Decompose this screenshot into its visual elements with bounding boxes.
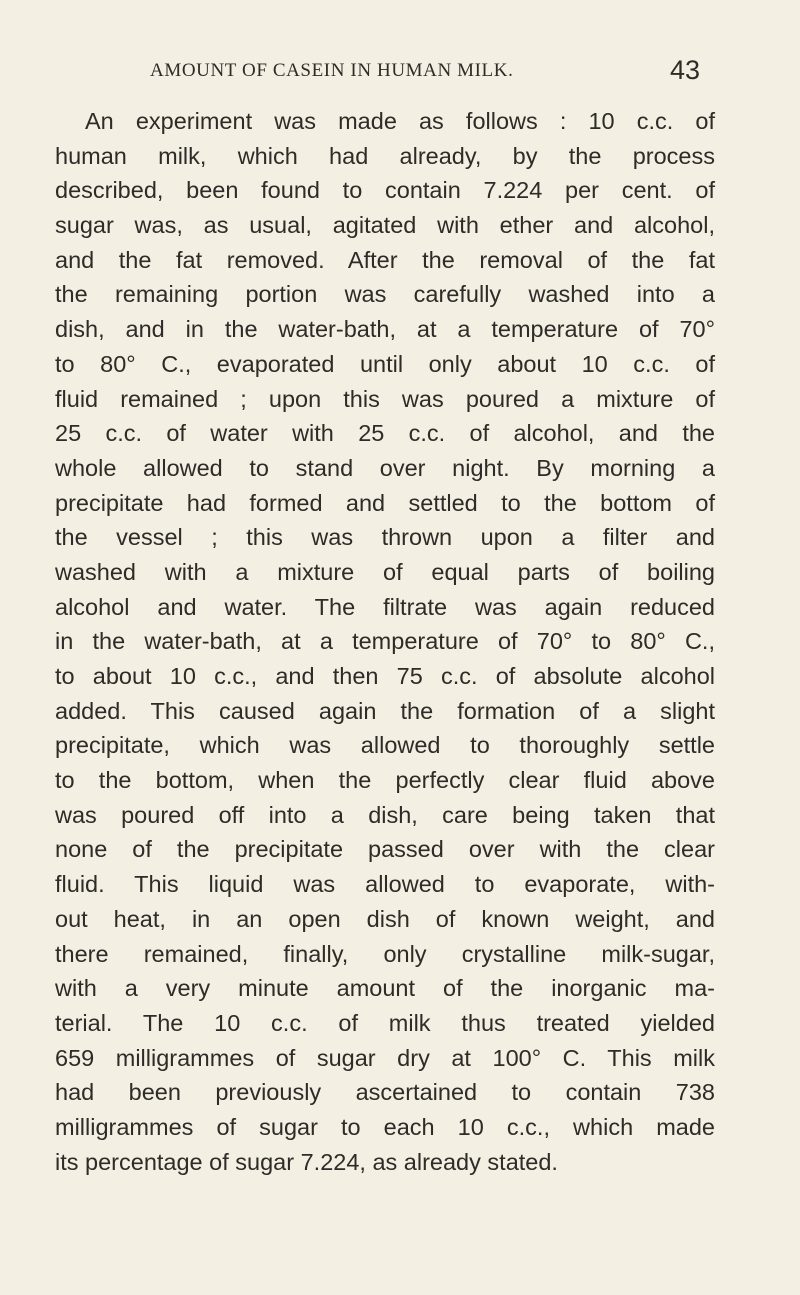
text-line: human milk, which had already, by the process [55,142,715,169]
text-line: out heat, in an open dish of known weight, and [55,905,715,932]
text-line: An experiment was made as follows : 10 c.c. of [85,108,715,134]
text-line: to 80° C., evaporated until only about 10 c.c. of [55,350,715,377]
text-line: described, been found to contain 7.224 per cent. of [55,177,715,204]
text-line: 659 milligrammes of sugar dry at 100° C. This milk [55,1044,715,1071]
text-line: there remained, finally, only crystalline milk-sugar, [55,940,715,967]
text-line: terial. The 10 c.c. of milk thus treated yielded [55,1009,715,1036]
text-line: to the bottom, when the perfectly clear fluid above [55,767,715,794]
text-line: added. This caused again the formation of a slight [55,697,715,724]
text-line: its percentage of sugar 7.224, as already stated. [55,1148,558,1175]
text-line: milligrammes of sugar to each 10 c.c., which made [55,1113,715,1140]
text-line: sugar was, as usual, agitated with ether and alcohol, [55,212,715,239]
text-line: 25 c.c. of water with 25 c.c. of alcohol, and the [55,420,715,447]
text-line: whole allowed to stand over night. By morning a [55,454,715,481]
text-line: the vessel ; this was thrown upon a filter and [55,524,715,551]
text-line: to about 10 c.c., and then 75 c.c. of absolute alcohol [55,663,715,689]
text-line: and the fat removed. After the removal of the fat [55,246,715,273]
text-line: washed with a mixture of equal parts of boiling [55,558,715,585]
text-line: dish, and in the water-bath, at a temperature of 70° [55,316,715,343]
text-line: none of the precipitate passed over with the clear [55,836,715,863]
paragraph [55,104,715,1179]
text-line: the remaining portion was carefully washed into a [55,281,715,308]
text-line: alcohol and water. The filtrate was again reduced [55,593,715,620]
text-line: fluid remained ; upon this was poured a mixture of [55,385,715,412]
text-line: had been previously ascertained to contain 738 [55,1079,715,1106]
text-line: precipitate had formed and settled to the bottom of [55,489,715,516]
text-line: fluid. This liquid was allowed to evaporate, with- [55,871,715,898]
text-line: in the water-bath, at a temperature of 70° to 80° C., [55,628,715,655]
running-head-title: AMOUNT OF CASEIN IN HUMAN MILK. [150,60,514,81]
text-line: precipitate, which was allowed to thoroughly settle [55,732,715,759]
text-line: with a very minute amount of the inorganic ma- [55,975,715,1002]
page-number: 43 [670,55,701,85]
text-line: was poured off into a dish, care being taken that [55,801,715,828]
